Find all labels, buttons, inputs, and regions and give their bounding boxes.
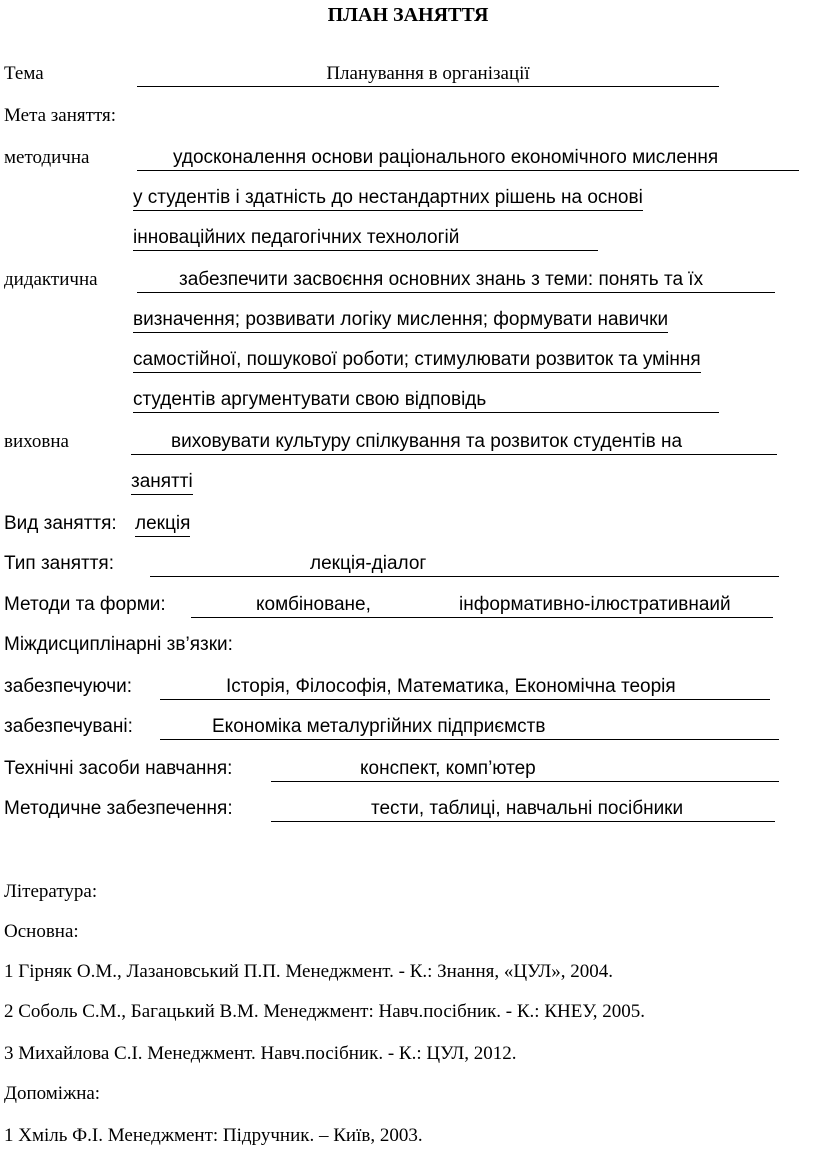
providing-label: забезпечуючи: [4,676,133,697]
lesson-type-value: лекція-діалог [150,552,779,577]
literature-aux-heading: Допоміжна: [4,1083,101,1104]
methods-label: Методи та форми: [4,594,166,615]
lesson-type-label: Тип заняття: [4,553,114,574]
methodical-line-3: інноваційних педагогічних технологій [133,226,598,251]
educational-label: виховна [4,431,69,452]
support-label: Методичне забезпечення: [4,798,233,819]
provided-value: Економіка металургійних підприємств [160,715,779,740]
methods-underline [191,593,773,618]
didactic-line-2: визначення; розвивати логіку мислення; формувати навички [133,308,668,333]
methodical-label: методична [4,147,90,168]
methods-value-2: інформативно-ілюстративнаий [459,594,731,615]
technical-value: конспект, комп’ютер [271,757,779,782]
topic-label: Тема [4,63,44,84]
technical-label: Технічні засоби навчання: [4,758,233,779]
literature-main-item-2: 2 Соболь С.М., Багацький В.М. Менеджмент: Навч.посібник. - К.: КНЕУ, 2005. [4,1001,645,1022]
literature-heading: Література: [4,881,98,902]
didactic-line-1: забезпечити засвоєння основних знань з теми: понять та їх [137,268,775,293]
literature-main-item-3: 3 Михайлова С.І. Менеджмент. Навч.посібник. - К.: ЦУЛ, 2012. [4,1043,517,1064]
methodical-line-1: удосконалення основи раціонального економічного мислення [137,146,799,171]
didactic-label: дидактична [4,269,98,290]
interdisciplinary-label: Міждисциплінарні зв’язки: [4,634,233,655]
methodical-line-2: у студентів і здатність до нестандартних рішень на основі [133,186,643,211]
lesson-kind-value: лекція [135,512,190,537]
didactic-line-4: студентів аргументувати свою відповідь [133,388,719,413]
methods-value-1: комбіноване, [256,594,371,615]
page-title: ПЛАН ЗАНЯТТЯ [327,4,489,26]
educational-line-1: виховувати культуру спілкування та розвиток студентів на [131,430,777,455]
lesson-kind-label: Вид заняття: [4,513,117,534]
goal-label: Мета заняття: [4,105,117,126]
educational-line-2: занятті [131,470,193,495]
support-value: тести, таблиці, навчальні посібники [271,797,775,822]
providing-value: Історія, Філософія, Математика, Економічна теорія [160,675,770,700]
literature-aux-item-1: 1 Хміль Ф.І. Менеджмент: Підручник. – Київ, 2003. [4,1125,423,1146]
literature-main-item-1: 1 Гірняк О.М., Лазановський П.П. Менеджмент. - К.: Знання, «ЦУЛ», 2004. [4,961,614,982]
didactic-line-3: самостійної, пошукової роботи; стимулювати розвиток та уміння [133,348,701,373]
topic-value: Планування в організації [137,62,719,87]
literature-main-heading: Основна: [4,921,79,942]
provided-label: забезпечувані: [4,716,133,737]
